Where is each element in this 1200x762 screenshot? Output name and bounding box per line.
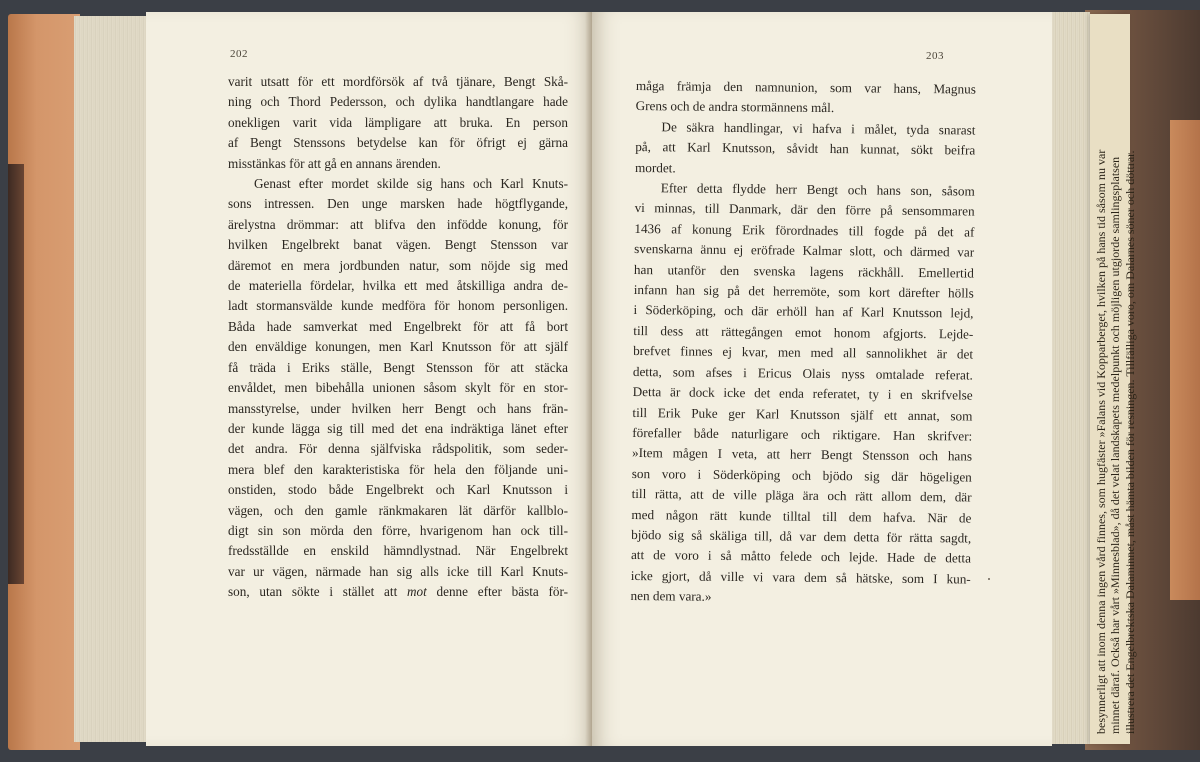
italic-word: mot bbox=[406, 584, 427, 600]
text-line: mordet. bbox=[634, 159, 676, 176]
text-line: i Söderköping, och där erhöll han af Karl Knutsson lejd, bbox=[633, 302, 974, 322]
text-line: var ur vägen, närmade han sig alls icke till Karl Knuts- bbox=[228, 563, 568, 579]
text-line: få träda i Eriks ställe, Bengt Stensson för att stäcka bbox=[228, 359, 568, 375]
right-page-edges bbox=[1050, 12, 1090, 744]
text-line: nen dem vara.» bbox=[630, 588, 712, 604]
text-line: onekligen varit vida lämpligare att bruka. En person bbox=[228, 114, 568, 130]
text-line: Grens och de andra stormännens mål. bbox=[635, 98, 835, 116]
text-fragment: denne efter bästa för- bbox=[426, 584, 568, 600]
left-cover bbox=[8, 14, 80, 750]
text-line: däremot en mera jordbunden natur, som nöjde sig med bbox=[228, 257, 568, 273]
insert-line: besynnerligt att inom denna ingen vård finnes, som hugfäster »Falans vid Kopparberget, hvilken på hans tid såsom nu var bbox=[1094, 149, 1108, 734]
right-page-body bbox=[630, 76, 976, 610]
text-line: fredsställde en enskild hämndlystnad. När Engelbrekt bbox=[228, 543, 568, 559]
left-page-edges bbox=[74, 16, 150, 742]
text-line: till rätta, att de ville pläga ära och rätt allom dem, där bbox=[631, 486, 972, 505]
text-line: »Item mågen I veta, att herr Bengt Stensson och hans bbox=[631, 445, 973, 464]
ink-speck bbox=[988, 578, 990, 580]
text-line: måga främja den namnunion, som var hans, Magnus bbox=[635, 77, 976, 97]
text-line: detta, som afses i Ericus Olais nyss omtalade referat. bbox=[632, 363, 973, 383]
right-page bbox=[592, 12, 1052, 746]
text-line: att de voro i så måtto felede och lejde. Hade de detta bbox=[630, 547, 972, 566]
text-line: på, att Karl Knutsson, såvidt han kunnat, sökt beifra bbox=[635, 139, 976, 158]
text-line: icke gjort, då ville vi vara dem så hätske, som I kun- bbox=[630, 567, 971, 587]
text-line: ladt stormansvälde kunde medföra för honom personligen. bbox=[228, 298, 568, 314]
text-line: af Bengt Stenssons betydelse kan för öfrigt ej gärna bbox=[228, 135, 568, 151]
left-page-number: 202 bbox=[230, 48, 248, 60]
insert-line: minnet däraf. Också har vårt »Minnesblad», då det velat landskapets medelpunkt och möjligen utgjorde samlingsplatsen bbox=[1108, 156, 1123, 734]
text-line: Efter detta flydde herr Bengt och hans son, såsom bbox=[660, 180, 975, 199]
text-line: son voro i Söderköping och bjödo sig där högeligen bbox=[631, 465, 972, 485]
text-line: ärelystna drömmar: att blifva den infödde konung, för bbox=[228, 216, 568, 232]
text-line: svenskarna ännu ej eröfrade Kalmar slott, och därmed var bbox=[634, 241, 975, 260]
left-page-body bbox=[228, 72, 568, 603]
text-line: ning och Thord Pedersson, och dylika handtlangare hade bbox=[228, 94, 568, 110]
text-line: med någon rätt kunde tilltal till dem hafva. När de bbox=[631, 506, 972, 526]
inserted-page-text bbox=[1094, 14, 1137, 734]
text-line: digt sin son mörda den förre, hvarigenom han ock till- bbox=[228, 522, 568, 538]
text-line: mera blef den karakteristiska för hela den följande uni- bbox=[228, 461, 568, 477]
text-line: han utanför den svenska lagens räckhåll. Emellertid bbox=[633, 261, 975, 281]
text-line: förefaller både naturligare och riktigare. Han skrifver: bbox=[632, 424, 973, 444]
text-line: bjödo sig så skäliga till, då var dem detta för rätta sagdt, bbox=[631, 526, 972, 546]
text-line: hvilken Engelbrekt banat vägen. Bengt Stensson var bbox=[228, 237, 568, 253]
text-line: envåldet, men bibehålla unionen såsom skylt för en stor- bbox=[228, 380, 568, 396]
text-line: Båda hade samverkat med Engelbrekt för att få bort bbox=[228, 318, 568, 334]
text-line: till Erik Puke ger Karl Knutsson själf ett annat, som bbox=[632, 404, 973, 424]
text-line: den enväldige konungen, men Karl Knutsson för att själf bbox=[228, 339, 568, 355]
text-line: vägen, och den gamle ränkmakaren lät därför kallblo- bbox=[228, 502, 568, 518]
text-line: de materiella fördelar, hvilka ett med åtskilliga andra de- bbox=[228, 278, 568, 294]
text-line: Genast efter mordet skilde sig hans och Karl Knuts- bbox=[254, 176, 568, 192]
text-fragment: son, utan sökte i stället att bbox=[228, 584, 407, 600]
text-line: onstiden, stodo både Engelbrekt och Karl Knutsson i bbox=[228, 482, 568, 498]
left-page bbox=[146, 12, 592, 746]
insert-line: illustrera det Engelbrektska Dalaminnet, måst hämta bilden för resningen. Tillfälliga voro, om Dalarnes söner och döttrar. bbox=[1122, 150, 1137, 734]
text-line-last bbox=[228, 582, 568, 602]
text-line: De säkra handlingar, vi hafva i målet, tyda snarast bbox=[661, 119, 976, 138]
text-line: Detta är dock icke det enda referatet, ty i en skrifvelse bbox=[632, 384, 973, 403]
text-line: der kunde lägga sig till med det ena indräktiga länet efter bbox=[228, 420, 568, 436]
right-page-number: 203 bbox=[926, 50, 944, 62]
text-line: brefvet finnes ej kvar, men med all sannolikhet är det bbox=[633, 343, 974, 362]
text-line: sons intressen. Den unge marsken hade högtflygande, bbox=[228, 196, 568, 212]
left-cover-spine-shadow bbox=[8, 164, 24, 584]
text-line: det andra. För denna själfviska rådspolitik, som seder- bbox=[228, 441, 568, 457]
text-line: varit utsatt för ett mordförsök af två tjänare, Bengt Skå- bbox=[228, 74, 568, 89]
text-line: till dess att rättegången emot honom afgjorts. Lejde- bbox=[633, 322, 974, 342]
right-cover-flap bbox=[1170, 120, 1200, 600]
text-line: infann han sig på det herremöte, som kort därefter hölls bbox=[633, 282, 974, 301]
text-line: 1436 af konung Erik förordnades till fogde på det af bbox=[634, 220, 975, 240]
text-line: vi minnas, till Danmark, där den förre på sensommaren bbox=[634, 200, 975, 219]
text-line: misstänkas för att gå en annans ärenden. bbox=[228, 155, 441, 171]
text-line: mansstyrelse, under hvilken herr Bengt och hans frän- bbox=[228, 400, 568, 416]
